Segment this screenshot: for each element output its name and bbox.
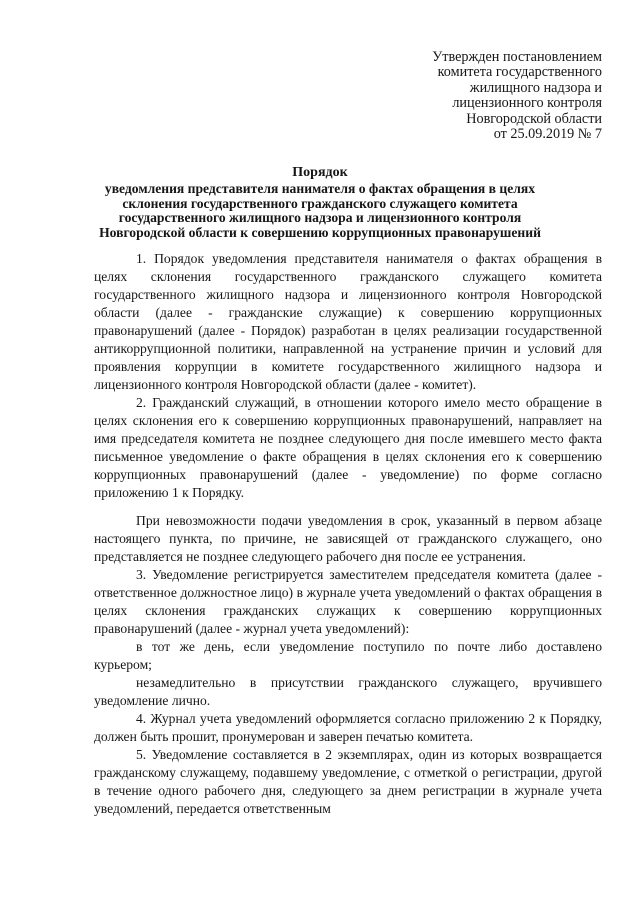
approval-line: комитета государственного bbox=[437, 64, 602, 81]
paragraph-5: 5. Уведомление составляется в 2 экземплярах, один из которых возвращается гражданскому служащему, подавшему уведомление, с отметкой о регистрации, другой в течение одного рабочего дня, следующего за днем регистрации в журнале учета уведомлений, передается ответственным bbox=[94, 747, 602, 816]
paragraph-4: 4. Журнал учета уведомлений оформляется согласно приложению 2 к Порядку, должен быть прошит, пронумерован и заверен печатью комитета. bbox=[94, 711, 602, 744]
title-line: уведомления представителя нанимателя о фактах обращения в целях bbox=[104, 180, 536, 196]
paragraph-1: 1. Порядок уведомления представителя нанимателя о фактах обращения в целях склонения государственного гражданского служащего комитета государственного жилищного надзора и лицензионного контроля Новгородской области (далее - гражданские служащие) к совершению коррупционных правонарушений (далее - Порядок) разработан в целях реализации государственной антикоррупционной политики, направленной на устранение причин и условий для проявления коррупции в комитете государственного жилищного надзора и лицензионного контроля Новгородской области (далее - комитет). bbox=[94, 251, 602, 392]
paragraph-3-item-1: в тот же день, если уведомление поступило по почте либо доставлено курьером; bbox=[94, 639, 602, 672]
approval-stamp-block bbox=[432, 50, 602, 142]
title-word: Порядок bbox=[292, 165, 348, 180]
paragraph-2: 2. Гражданский служащий, в отношении которого имело место обращение в целях склонения его к совершению коррупционных правонарушений, направляет на имя председателя комитета не позднее следующего дня после имевшего место факта письменное уведомление о факте обращения в целях склонения его к совершению коррупционных правонарушений (далее - уведомление) по форме согласно приложению 1 к Порядку. bbox=[94, 395, 602, 500]
title-line: государственного жилищного надзора и лицензионного контроля bbox=[118, 210, 522, 226]
approval-line: жилищного надзора и bbox=[469, 79, 602, 96]
approval-line: Новгородской области bbox=[466, 110, 602, 127]
paragraph-3: 3. Уведомление регистрируется заместителем председателя комитета (далее - ответственное должностное лицо) в журнале учета уведомлений о фактах обращения в целях склонения гражданских служащих к совершению коррупционных правонарушений (далее - журнал учета уведомлений): bbox=[94, 567, 602, 636]
paragraph-3-item-2: незамедлительно в присутствии гражданского служащего, вручившего уведомление лично. bbox=[94, 675, 602, 708]
approval-line: от 25.09.2019 № 7 bbox=[493, 126, 602, 143]
document-title bbox=[40, 166, 600, 241]
approval-line: Утвержден постановлением bbox=[432, 49, 602, 65]
title-line: Новгородской области к совершению коррупционных правонарушений bbox=[99, 225, 541, 241]
title-line: склонения государственного гражданского служащего комитета bbox=[122, 195, 518, 211]
paragraph-2-note: При невозможности подачи уведомления в срок, указанный в первом абзаце настоящего пункта, по причине, не зависящей от гражданского служащего, оно представляется не позднее следующего рабочего дня после ее устранения. bbox=[94, 513, 602, 564]
approval-line: лицензионного контроля bbox=[452, 95, 602, 112]
document-body bbox=[94, 250, 602, 818]
